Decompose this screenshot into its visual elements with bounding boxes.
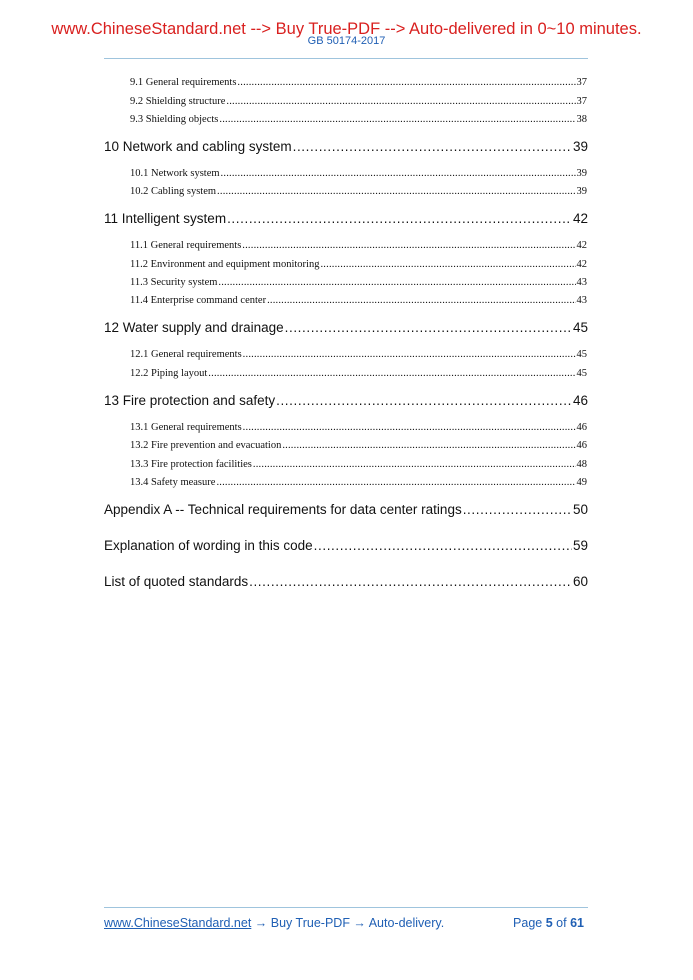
of-label: of <box>556 916 567 930</box>
toc-entry-10-1[interactable] <box>130 167 587 181</box>
dot-leader <box>227 210 572 228</box>
toc-chapter-label: Appendix A -- Technical requirements for data center ratings <box>104 502 462 517</box>
toc-entry-page: 46 <box>576 422 587 433</box>
dot-leader <box>282 439 575 453</box>
toc-entry-12-1[interactable] <box>130 348 587 362</box>
toc-entry-10-2[interactable] <box>130 185 587 199</box>
toc-entry-9-3[interactable] <box>130 113 587 127</box>
toc-explanation-of-wording[interactable] <box>104 537 588 555</box>
toc-entry-12-2[interactable] <box>130 367 587 381</box>
toc-entry-label: 11.3 Security system <box>130 277 218 288</box>
dot-leader <box>219 113 575 127</box>
toc-entry-page: 39 <box>576 186 587 197</box>
toc-entry-13-1[interactable] <box>130 421 587 435</box>
arrow-right-icon: → <box>349 916 369 930</box>
dot-leader <box>226 95 575 109</box>
standard-code: GB 50174-2017 <box>307 35 386 47</box>
toc-chapter-label: 10 Network and cabling system <box>104 139 292 154</box>
toc-chapter-page: 39 <box>572 139 588 154</box>
dot-leader <box>463 501 572 519</box>
dot-leader <box>221 167 576 181</box>
toc-entry-label: 11.4 Enterprise command center <box>130 295 267 306</box>
toc-chapter-page: 45 <box>572 320 588 335</box>
arrow-right-icon: → <box>251 916 271 930</box>
total-pages-number: 61 <box>570 916 584 930</box>
toc-entry-11-4[interactable] <box>130 294 587 308</box>
toc-chapter-page: 46 <box>572 393 588 408</box>
toc-entry-label: 10.2 Cabling system <box>130 186 217 197</box>
buy-pdf-text: Buy True-PDF <box>270 916 350 930</box>
site-link[interactable]: www.ChineseStandard.net <box>104 916 252 930</box>
toc-chapter-label: Explanation of wording in this code <box>104 538 313 553</box>
toc-entry-13-4[interactable] <box>130 476 587 490</box>
dot-leader <box>314 537 572 555</box>
toc-entry-13-3[interactable] <box>130 458 587 472</box>
page-indicator <box>513 916 584 930</box>
toc-entry-label: 11.2 Environment and equipment monitoring <box>130 259 320 270</box>
toc-entry-page: 39 <box>576 168 587 179</box>
header-divider <box>104 58 588 59</box>
dot-leader <box>242 239 575 253</box>
auto-delivery-text: Auto-delivery. <box>368 916 445 930</box>
toc-entry-page: 37 <box>576 96 587 107</box>
dot-leader <box>216 476 575 490</box>
toc-chapter-10[interactable] <box>104 138 588 156</box>
toc-entry-label: 12.1 General requirements <box>130 349 242 360</box>
toc-entry-label: 9.1 General requirements <box>130 77 237 88</box>
toc-entry-page: 42 <box>576 240 587 251</box>
dot-leader <box>217 185 575 199</box>
toc-entry-page: 43 <box>576 277 587 288</box>
promo-banner[interactable]: www.ChineseStandard.net --> Buy True-PDF --> Auto-delivered in 0~10 minutes. <box>51 20 642 38</box>
toc-entry-label: 13.2 Fire prevention and evacuation <box>130 440 282 451</box>
toc-entry-label: 11.1 General requirements <box>130 240 242 251</box>
page-label: Page <box>513 916 543 930</box>
toc-chapter-page: 60 <box>572 574 588 589</box>
toc-chapter-label: 11 Intelligent system <box>104 211 227 226</box>
dot-leader <box>218 276 575 290</box>
toc-list-of-quoted-standards[interactable] <box>104 573 588 591</box>
toc-entry-page: 43 <box>576 295 587 306</box>
toc-chapter-label: 13 Fire protection and safety <box>104 393 276 408</box>
toc-entry-page: 45 <box>576 349 587 360</box>
dot-leader <box>243 348 576 362</box>
toc-entry-11-1[interactable] <box>130 239 587 253</box>
toc-entry-label: 9.2 Shielding structure <box>130 96 226 107</box>
dot-leader <box>293 138 572 156</box>
toc-chapter-label: List of quoted standards <box>104 574 249 589</box>
toc-entry-label: 13.1 General requirements <box>130 422 242 433</box>
toc-chapter-label: 12 Water supply and drainage <box>104 320 284 335</box>
toc-entry-11-2[interactable] <box>130 258 587 272</box>
toc-appendix-a[interactable] <box>104 501 588 519</box>
page-footer <box>104 916 584 932</box>
toc-entry-13-2[interactable] <box>130 439 587 453</box>
dot-leader <box>208 367 575 381</box>
toc-entry-page: 45 <box>576 368 587 379</box>
toc-chapter-13[interactable] <box>104 392 588 410</box>
toc-entry-label: 13.3 Fire protection facilities <box>130 459 252 470</box>
toc-entry-label: 12.2 Piping layout <box>130 368 208 379</box>
toc-entry-page: 42 <box>576 259 587 270</box>
toc-entry-label: 13.4 Safety measure <box>130 477 216 488</box>
footer-divider <box>104 907 588 908</box>
toc-entry-9-1[interactable] <box>130 76 587 90</box>
dot-leader <box>253 458 576 472</box>
toc-chapter-11[interactable] <box>104 210 588 228</box>
toc-chapter-12[interactable] <box>104 319 588 337</box>
dot-leader <box>243 421 576 435</box>
toc-entry-page: 37 <box>576 77 587 88</box>
current-page-number: 5 <box>545 916 553 930</box>
dot-leader <box>285 319 572 337</box>
toc-entry-page: 48 <box>576 459 587 470</box>
toc-entry-11-3[interactable] <box>130 276 587 290</box>
toc-entry-page: 49 <box>576 477 587 488</box>
toc-entry-label: 9.3 Shielding objects <box>130 114 219 125</box>
footer-promo <box>104 916 444 930</box>
dot-leader <box>237 76 575 90</box>
toc-entry-label: 10.1 Network system <box>130 168 220 179</box>
dot-leader <box>276 392 572 410</box>
toc-entry-page: 38 <box>576 114 587 125</box>
toc-entry-page: 46 <box>576 440 587 451</box>
toc-entry-9-2[interactable] <box>130 95 587 109</box>
toc-chapter-page: 50 <box>572 502 588 517</box>
toc-chapter-page: 59 <box>572 538 588 553</box>
dot-leader <box>249 573 572 591</box>
toc-chapter-page: 42 <box>572 211 588 226</box>
dot-leader <box>267 294 575 308</box>
dot-leader <box>320 258 575 272</box>
